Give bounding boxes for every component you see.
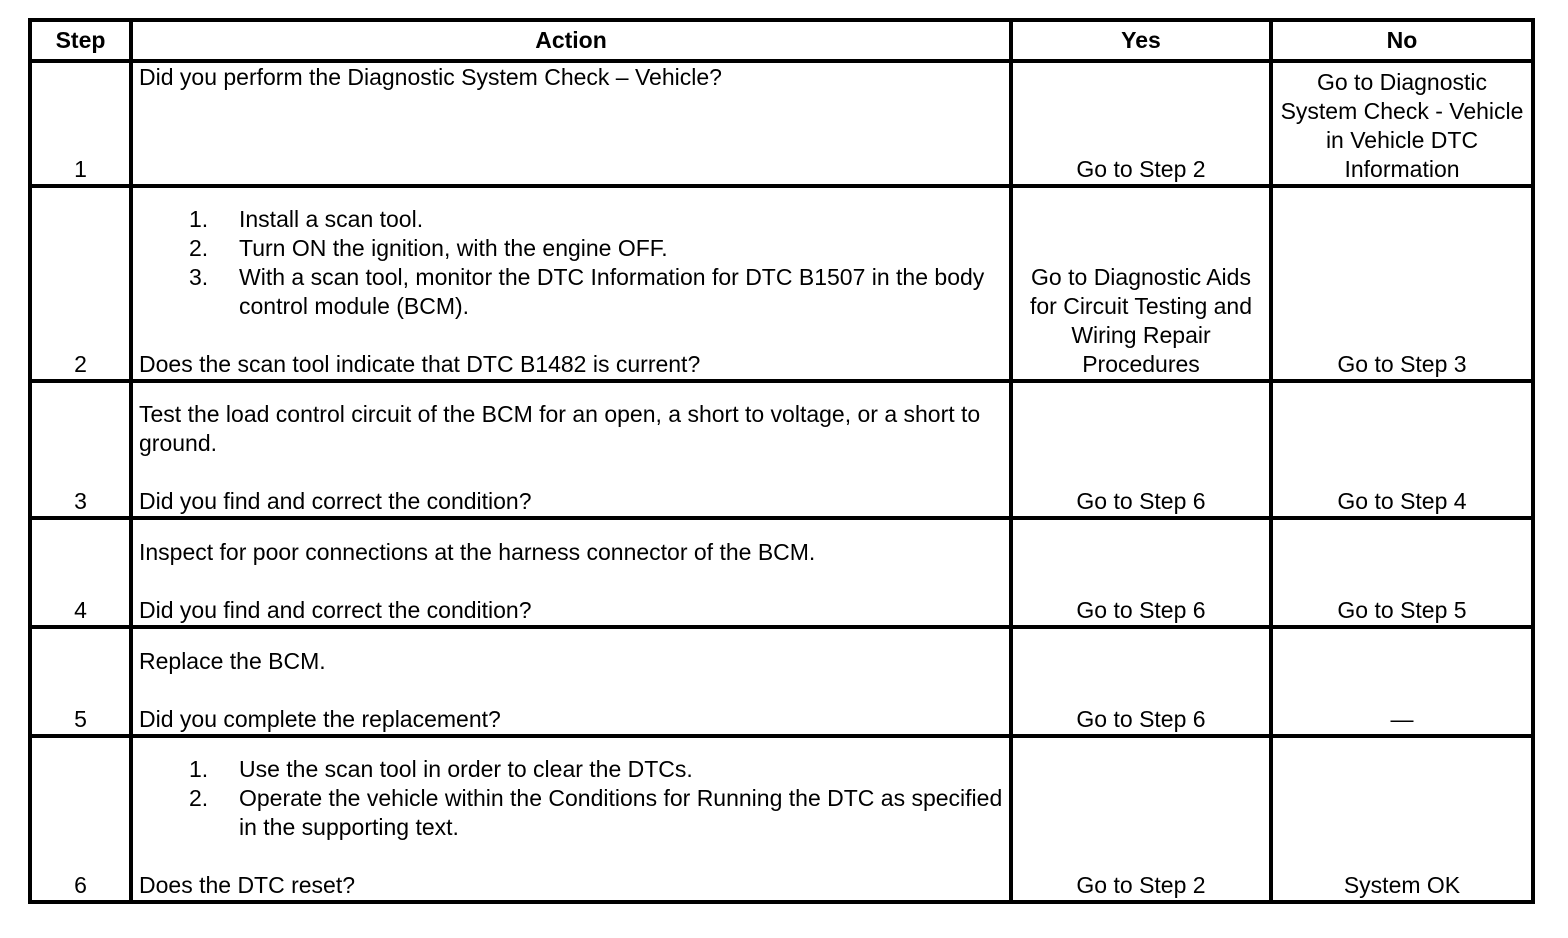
no-cell: Go to Step 3 <box>1271 186 1533 381</box>
yes-cell: Go to Step 2 <box>1011 736 1271 902</box>
table-row <box>30 736 1533 902</box>
action-question: Did you find and correct the condition? <box>139 597 532 623</box>
yes-cell: Go to Step 2 <box>1011 61 1271 186</box>
no-cell: System OK <box>1271 736 1533 902</box>
table-row <box>30 186 1533 381</box>
action-text: Did you perform the Diagnostic System Check – Vehicle? <box>139 64 722 90</box>
no-cell: Go to Diagnostic System Check - Vehicle in Vehicle DTC Information <box>1271 61 1533 186</box>
yes-cell: Go to Step 6 <box>1011 518 1271 627</box>
action-text: Inspect for poor connections at the harness connector of the BCM. <box>139 539 816 565</box>
table-row <box>30 381 1533 518</box>
yes-cell: Go to Step 6 <box>1011 627 1271 736</box>
step-number: 5 <box>30 627 131 736</box>
header-row <box>30 20 1533 61</box>
action-question: Does the DTC reset? <box>139 872 356 898</box>
action-cell <box>131 736 1011 902</box>
action-cell <box>131 61 1011 186</box>
action-text: Test the load control circuit of the BCM for an open, a short to voltage, or a short to ground. <box>139 401 981 456</box>
action-cell <box>131 518 1011 627</box>
step-number: 1 <box>30 61 131 186</box>
table-row <box>30 61 1533 186</box>
action-cell <box>131 627 1011 736</box>
no-cell: Go to Step 5 <box>1271 518 1533 627</box>
table-row <box>30 518 1533 627</box>
yes-cell: Go to Diagnostic Aids for Circuit Testing and Wiring Repair Procedures <box>1011 186 1271 381</box>
header-step: Step <box>30 20 131 61</box>
diagnostic-table <box>28 18 1535 904</box>
action-list <box>139 755 1003 842</box>
step-number: 3 <box>30 381 131 518</box>
action-cell <box>131 186 1011 381</box>
step-number: 4 <box>30 518 131 627</box>
no-cell: — <box>1271 627 1533 736</box>
list-item: 3. With a scan tool, monitor the DTC Information for DTC B1507 in the body control module (BCM). <box>189 264 985 319</box>
action-question: Does the scan tool indicate that DTC B1482 is current? <box>139 351 701 377</box>
list-item: 2. Turn ON the ignition, with the engine OFF. <box>189 235 668 261</box>
action-question: Did you complete the replacement? <box>139 706 501 732</box>
list-item: 2. Operate the vehicle within the Conditions for Running the DTC as specified in the supporting text. <box>189 785 1003 840</box>
no-cell: Go to Step 4 <box>1271 381 1533 518</box>
action-cell <box>131 381 1011 518</box>
action-list <box>139 205 1003 321</box>
header-yes: Yes <box>1011 20 1271 61</box>
table-row <box>30 627 1533 736</box>
yes-cell: Go to Step 6 <box>1011 381 1271 518</box>
step-number: 2 <box>30 186 131 381</box>
step-number: 6 <box>30 736 131 902</box>
action-text: Replace the BCM. <box>139 648 326 674</box>
action-question: Did you find and correct the condition? <box>139 488 532 514</box>
header-action: Action <box>131 20 1011 61</box>
list-item: 1. Use the scan tool in order to clear the DTCs. <box>189 756 693 782</box>
header-no: No <box>1271 20 1533 61</box>
list-item: 1. Install a scan tool. <box>189 206 424 232</box>
